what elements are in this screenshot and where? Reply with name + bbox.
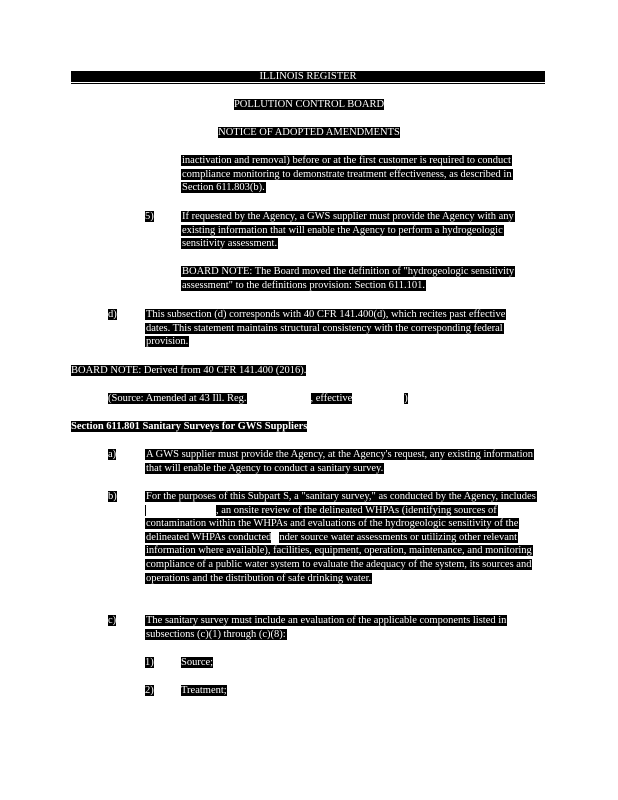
header-underline: [71, 83, 545, 84]
continuation-text: inactivation and removal) before or at the first customer is required to conduct compliance monitoring to demonstrate treatment effectiveness, as described in Section 611.803(b).: [182, 155, 512, 194]
item-b-label: b): [108, 491, 117, 502]
notice-title: [0, 126, 618, 140]
board-title-text: POLLUTION CONTROL BOARD: [233, 99, 385, 110]
board-note-2-text: BOARD NOTE: Derived from 40 CFR 141.400 (2016).: [71, 365, 307, 376]
item-d-label: d): [108, 309, 117, 320]
sub-item-1-label: 1): [145, 657, 154, 668]
item-b-text: For the purposes of this Subpart S, a "sanitary survey," as conducted by the Agency, includes , an onsite review of the delineated WHPAs (identifying sources of contamination within the WHPAs and evaluations of the hydrogeologic sensitivity of the delineated WHPAs conducted nder source water assessments or utilizing other relevant information where available), facilities, equipment, operation, maintenance, and monitoring compliance of a public water system to evaluate the adequacy of the system, its sources and operations and the distribution of safe drinking water.: [146, 491, 536, 584]
item-c-text: The sanitary survey must include an evaluation of the applicable components listed in subsections (c)(1) through (c)(8):: [146, 615, 507, 640]
item-d-paragraph: [145, 308, 519, 349]
item-5-paragraph: [181, 210, 527, 251]
item-5-text: If requested by the Agency, a GWS supplier must provide the Agency with any existing information that will enable the Agency to perform a hydrogeologic sensitivity assessment.: [182, 211, 514, 250]
section-heading: [71, 420, 307, 434]
board-note-1: [181, 265, 531, 292]
notice-title-text: NOTICE OF ADOPTED AMENDMENTS: [218, 127, 400, 138]
register-title: ILLINOIS REGISTER: [259, 71, 357, 82]
item-a-text: A GWS supplier must provide the Agency, at the Agency's request, any existing information that will enable the Agency to conduct a sanitary survey.: [146, 449, 534, 474]
source-text: (Source: Amended at 43 Ill. Reg. , effective ): [108, 393, 408, 404]
item-a-paragraph: [145, 448, 537, 475]
section-heading-text: Section 611.801 Sanitary Surveys for GWS Suppliers: [71, 421, 308, 432]
item-5-label: 5): [145, 211, 154, 222]
item-d-text: This subsection (d) corresponds with 40 CFR 141.400(d), which recites past effective dates. This statement maintains structural consistency with the corresponding federal provision.: [146, 309, 506, 348]
item-a-label: a): [108, 449, 117, 460]
item-c-label: c): [108, 615, 117, 626]
board-note-1-text: BOARD NOTE: The Board moved the definition of "hydrogeologic sensitivity assessment" to the definitions provision: Section 611.101.: [182, 266, 515, 291]
sub-item-1-text: Source;: [181, 657, 214, 668]
item-c-paragraph: [145, 614, 525, 641]
board-note-2: [71, 364, 306, 378]
sub-item-2-text: Treatment;: [181, 685, 227, 696]
item-b-paragraph: [145, 490, 543, 585]
continuation-paragraph: [181, 154, 543, 195]
sub-item-2-label: 2): [145, 685, 154, 696]
board-title: [0, 98, 618, 112]
source-line: [108, 392, 408, 406]
